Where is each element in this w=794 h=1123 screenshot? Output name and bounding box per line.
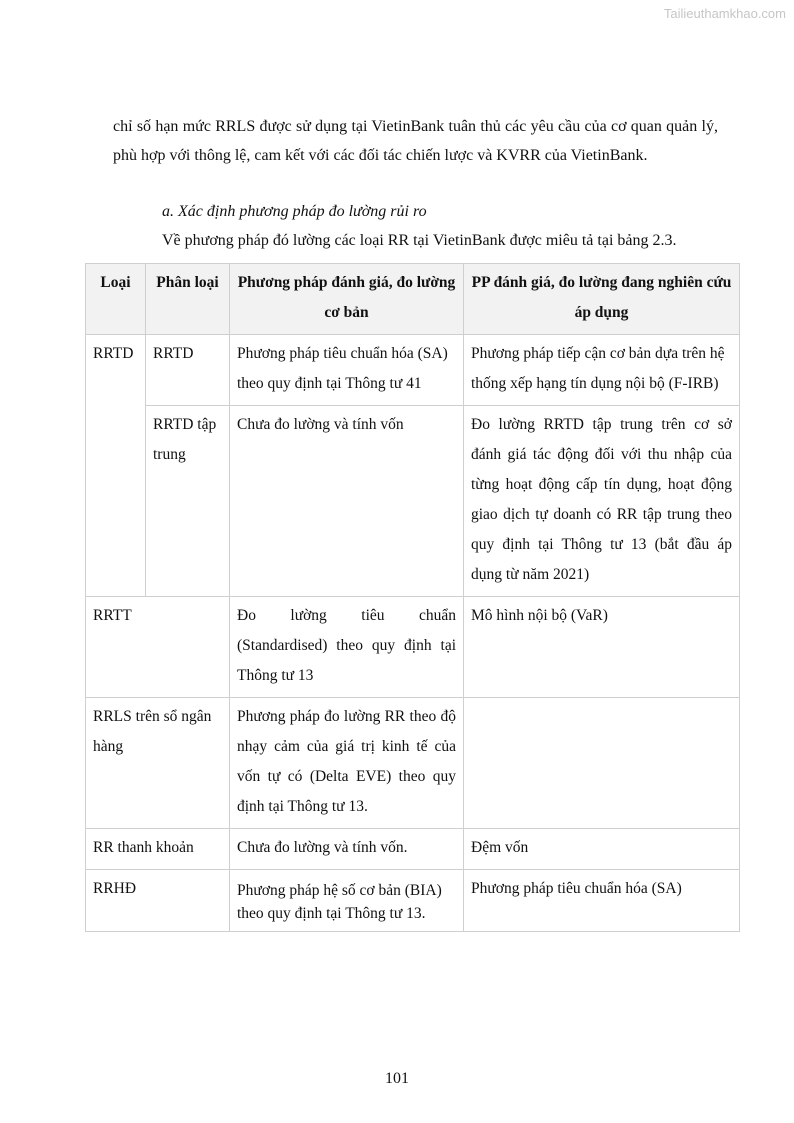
table-row xyxy=(86,698,740,829)
header-basic-method: Phương pháp đánh giá, đo lường cơ bản xyxy=(230,264,464,335)
cell-basic-method: Phương pháp hệ số cơ bản (BIA) theo quy định tại Thông tư 13. xyxy=(230,870,464,932)
risk-measurement-table xyxy=(85,263,740,932)
cell-advanced-method: Mô hình nội bộ (VaR) xyxy=(464,597,740,698)
table-row xyxy=(86,597,740,698)
cell-basic-method: Chưa đo lường và tính vốn xyxy=(230,406,464,597)
table-row xyxy=(86,406,740,597)
cell-subtype: RRTD tập trung xyxy=(146,406,230,597)
cell-advanced-method: Phương pháp tiêu chuẩn hóa (SA) xyxy=(464,870,740,932)
cell-type: RRLS trên sổ ngân hàng xyxy=(86,698,230,829)
body-paragraph: chỉ số hạn mức RRLS được sử dụng tại VietinBank tuân thủ các yêu cầu của cơ quan quản lý, phù hợp với thông lệ, cam kết với các đối tác chiến lược và KVRR của VietinBank. xyxy=(113,118,718,164)
section-heading: a. Xác định phương pháp đo lường rủi ro xyxy=(162,203,427,220)
page-number: 101 xyxy=(385,1070,409,1087)
watermark: Tailieuthamkhao.com xyxy=(663,6,786,21)
table-row xyxy=(86,335,740,406)
header-advanced-method: PP đánh giá, đo lường đang nghiên cứu áp dụng xyxy=(464,264,740,335)
cell-basic-method: Phương pháp tiêu chuẩn hóa (SA) theo quy định tại Thông tư 41 xyxy=(230,335,464,406)
header-type: Loại xyxy=(86,264,146,335)
cell-advanced-method: Đệm vốn xyxy=(464,829,740,870)
cell-advanced-method xyxy=(464,698,740,829)
cell-advanced-method: Phương pháp tiếp cận cơ bản dựa trên hệ thống xếp hạng tín dụng nội bộ (F-IRB) xyxy=(464,335,740,406)
table-header-row xyxy=(86,264,740,335)
cell-basic-method: Phương pháp đo lường RR theo độ nhạy cảm của giá trị kinh tế của vốn tự có (Delta EVE) theo quy định tại Thông tư 13. xyxy=(230,698,464,829)
header-subtype: Phân loại xyxy=(146,264,230,335)
cell-basic-method: Chưa đo lường và tính vốn. xyxy=(230,829,464,870)
cell-subtype: RRTD xyxy=(146,335,230,406)
cell-type-rrtd: RRTD xyxy=(86,335,146,597)
cell-type: RRHĐ xyxy=(86,870,230,932)
table-row xyxy=(86,829,740,870)
cell-advanced-method: Đo lường RRTD tập trung trên cơ sở đánh giá tác động đối với thu nhập của từng hoạt động cấp tín dụng, hoạt động giao dịch tự doanh có RR tập trung theo quy định tại Thông tư 13 (bắt đầu áp dụng từ năm 2021) xyxy=(464,406,740,597)
table-row xyxy=(86,870,740,932)
cell-type: RR thanh khoản xyxy=(86,829,230,870)
cell-type: RRTT xyxy=(86,597,230,698)
cell-basic-method: Đo lường tiêu chuẩn (Standardised) theo quy định tại Thông tư 13 xyxy=(230,597,464,698)
table-intro: Về phương pháp đó lường các loại RR tại VietinBank được miêu tả tại bảng 2.3. xyxy=(162,232,677,249)
